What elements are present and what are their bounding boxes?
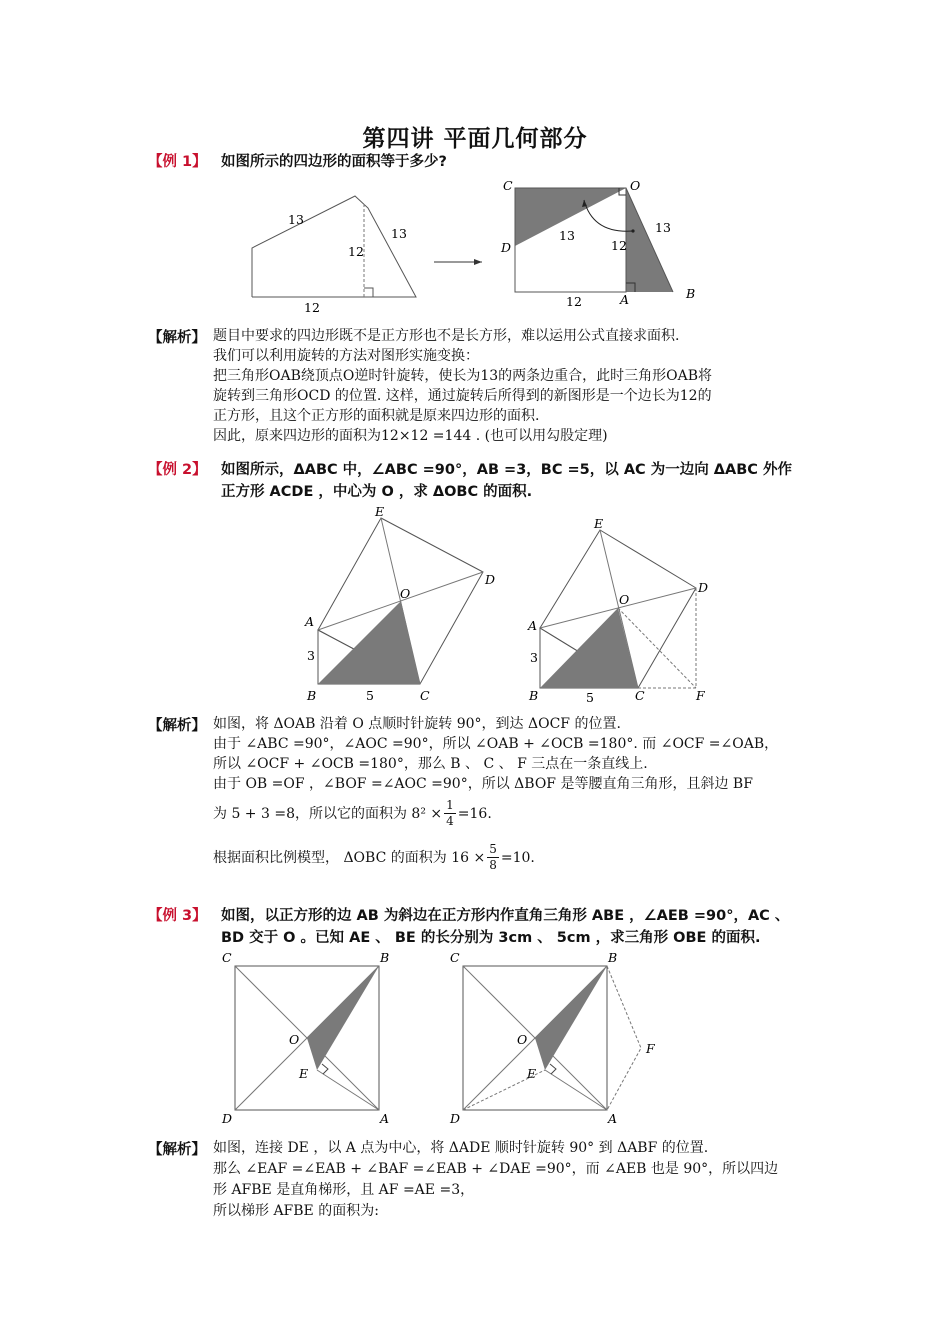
ex2b-point-a: A xyxy=(528,618,538,633)
ex3-figure-a xyxy=(212,948,402,1133)
ex1-point-d: D xyxy=(501,240,512,255)
example-3-question-line-2: BD 交于 O 。已知 AE 、 BE 的长分别为 3cm 、 5cm ，求三角形 OBE 的面积. xyxy=(221,930,761,946)
ex1-solution-line-2: 我们可以利用旋转的方法对图形实施变换： xyxy=(213,348,479,364)
ex2-solution-line-5 xyxy=(213,798,492,829)
ex1-figure-original xyxy=(240,186,440,316)
analysis-tag-3: 【解析】 xyxy=(148,1142,206,1158)
ex1-label-12-height: 12 xyxy=(348,244,364,259)
ex2b-point-o: O xyxy=(619,592,630,607)
ex2-sol6-prefix: 根据面积比例模型， ΔOBC 的面积为 16 × xyxy=(213,849,486,866)
ex3-solution-line-2: 那么 ∠EAF =∠EAB + ∠BAF =∠EAB + ∠DAE =90°，而 ∠AEB 也是 90°，所以四边 xyxy=(213,1161,779,1177)
fraction-numerator: 5 xyxy=(489,842,497,856)
ex1-label-13-left: 13 xyxy=(288,212,304,227)
ex1-label-12-base: 12 xyxy=(304,300,320,315)
ex1-solution-line-6: 因此，原来四边形的面积为12×12 =144 . (也可以用勾股定理) xyxy=(213,428,608,444)
ex2a-point-b: B xyxy=(307,688,317,703)
ex2b-point-f: F xyxy=(696,688,705,703)
ex2b-point-e: E xyxy=(594,516,604,531)
fraction-five-eighths xyxy=(487,842,499,873)
ex1-solution-line-1: 题目中要求的四边形既不是正方形也不是长方形，难以运用公式直接求面积. xyxy=(213,328,680,344)
example-1-question: 如图所示的四边形的面积等于多少? xyxy=(221,154,447,170)
page-title: 第四讲 平面几何部分 xyxy=(362,126,588,152)
ex1-label-12-v: 12 xyxy=(611,238,627,253)
ex2b-point-c: C xyxy=(635,688,645,703)
ex1-solution-line-4: 旋转到三角形OCD 的位置. 这样，通过旋转后所得到的新图形是一个边长为12的 xyxy=(213,388,712,404)
ex2a-label-5: 5 xyxy=(366,688,374,703)
example-1-tag: 【例 1】 xyxy=(148,154,207,170)
example-2-tag: 【例 2】 xyxy=(148,462,207,478)
example-3-tag: 【例 3】 xyxy=(148,908,207,924)
ex1-point-o: O xyxy=(630,178,641,193)
ex2-sol6-suffix: =10. xyxy=(500,849,535,866)
ex2a-point-d: D xyxy=(485,572,496,587)
ex3a-point-e: E xyxy=(299,1066,309,1081)
ex2b-label-3: 3 xyxy=(530,650,538,665)
ex3a-point-d: D xyxy=(222,1111,233,1126)
ex1-point-b: B xyxy=(686,286,696,301)
ex3a-point-c: C xyxy=(222,950,232,965)
ex2-solution-line-3: 所以 ∠OCF + ∠OCB =180°，那么 B 、 C 、 F 三点在一条直线上. xyxy=(213,756,648,772)
ex3b-point-a: A xyxy=(608,1111,618,1126)
ex2a-label-3: 3 xyxy=(307,648,315,663)
ex3a-point-a: A xyxy=(380,1111,390,1126)
example-3-question-line-1: 如图，以正方形的边 AB 为斜边在正方形内作直角三角形 ABE ，∠AEB =90°，AC 、 xyxy=(221,908,790,924)
ex1-point-a: A xyxy=(620,292,630,307)
ex2b-point-b: B xyxy=(529,688,539,703)
ex2-solution-line-4: 由于 OB =OF ，∠BOF =∠AOC =90°，所以 ΔBOF 是等腰直角三角形，且斜边 BF xyxy=(213,776,753,792)
ex1-label-12-b: 12 xyxy=(566,294,582,309)
analysis-tag-1: 【解析】 xyxy=(148,330,206,346)
ex3-solution-line-3: 形 AFBE 是直角梯形，且 AF =AE =3， xyxy=(213,1182,475,1198)
fraction-denominator: 4 xyxy=(446,814,454,828)
arrow-icon xyxy=(430,250,490,270)
ex3-figure-b xyxy=(440,948,665,1133)
ex2-solution-line-1: 如图，将 ΔOAB 沿着 O 点顺时针旋转 90°，到达 ΔOCF 的位置. xyxy=(213,716,621,732)
ex2b-point-d: D xyxy=(698,580,709,595)
ex3b-point-e: E xyxy=(527,1066,537,1081)
ex3a-point-o: O xyxy=(289,1032,300,1047)
ex1-figure-rotated xyxy=(495,176,710,316)
ex3b-point-f: F xyxy=(646,1041,655,1056)
ex3a-point-b: B xyxy=(380,950,390,965)
ex2-figure-a xyxy=(300,502,510,707)
ex3b-point-o: O xyxy=(517,1032,528,1047)
ex2a-point-a: A xyxy=(305,614,315,629)
fraction-denominator: 8 xyxy=(489,858,497,872)
ex1-label-13-a: 13 xyxy=(559,228,575,243)
ex2-solution-line-6 xyxy=(213,842,535,873)
ex2a-point-e: E xyxy=(375,504,385,519)
ex1-label-13-b: 13 xyxy=(655,220,671,235)
ex2a-point-o: O xyxy=(400,586,411,601)
ex1-label-13-right: 13 xyxy=(391,226,407,241)
ex2-figure-b xyxy=(522,512,737,707)
fraction-one-quarter xyxy=(444,798,456,829)
ex2a-point-c: C xyxy=(420,688,430,703)
ex2-sol5-suffix: =16. xyxy=(457,805,492,822)
ex2b-label-5: 5 xyxy=(586,690,594,705)
analysis-tag-2: 【解析】 xyxy=(148,718,206,734)
ex3b-point-d: D xyxy=(450,1111,461,1126)
ex3b-point-c: C xyxy=(450,950,460,965)
example-2-question-line-2: 正方形 ACDE ，中心为 O ，求 ΔOBC 的面积. xyxy=(221,484,533,500)
ex1-solution-line-5: 正方形，且这个正方形的面积就是原来四边形的面积. xyxy=(213,408,540,424)
example-2-question-line-1: 如图所示，ΔABC 中，∠ABC =90°，AB =3，BC =5，以 AC 为一边向 ΔABC 外作 xyxy=(221,462,792,478)
ex3-solution-line-1: 如图，连接 DE ，以 A 点为中心，将 ΔADE 顺时针旋转 90° 到 ΔABF 的位置. xyxy=(213,1140,709,1156)
ex2-solution-line-2: 由于 ∠ABC =90°，∠AOC =90°，所以 ∠OAB + ∠OCB =180°. 而 ∠OCF =∠OAB， xyxy=(213,736,779,752)
ex3b-point-b: B xyxy=(608,950,618,965)
ex3-solution-line-4: 所以梯形 AFBE 的面积为: xyxy=(213,1203,379,1219)
fraction-numerator: 1 xyxy=(446,798,454,812)
ex1-point-c: C xyxy=(503,178,513,193)
ex2-sol5-prefix: 为 5 + 3 =8，所以它的面积为 8² × xyxy=(213,805,443,822)
ex1-solution-line-3: 把三角形OAB绕顶点O逆时针旋转，使长为13的两条边重合，此时三角形OAB将 xyxy=(213,368,713,384)
